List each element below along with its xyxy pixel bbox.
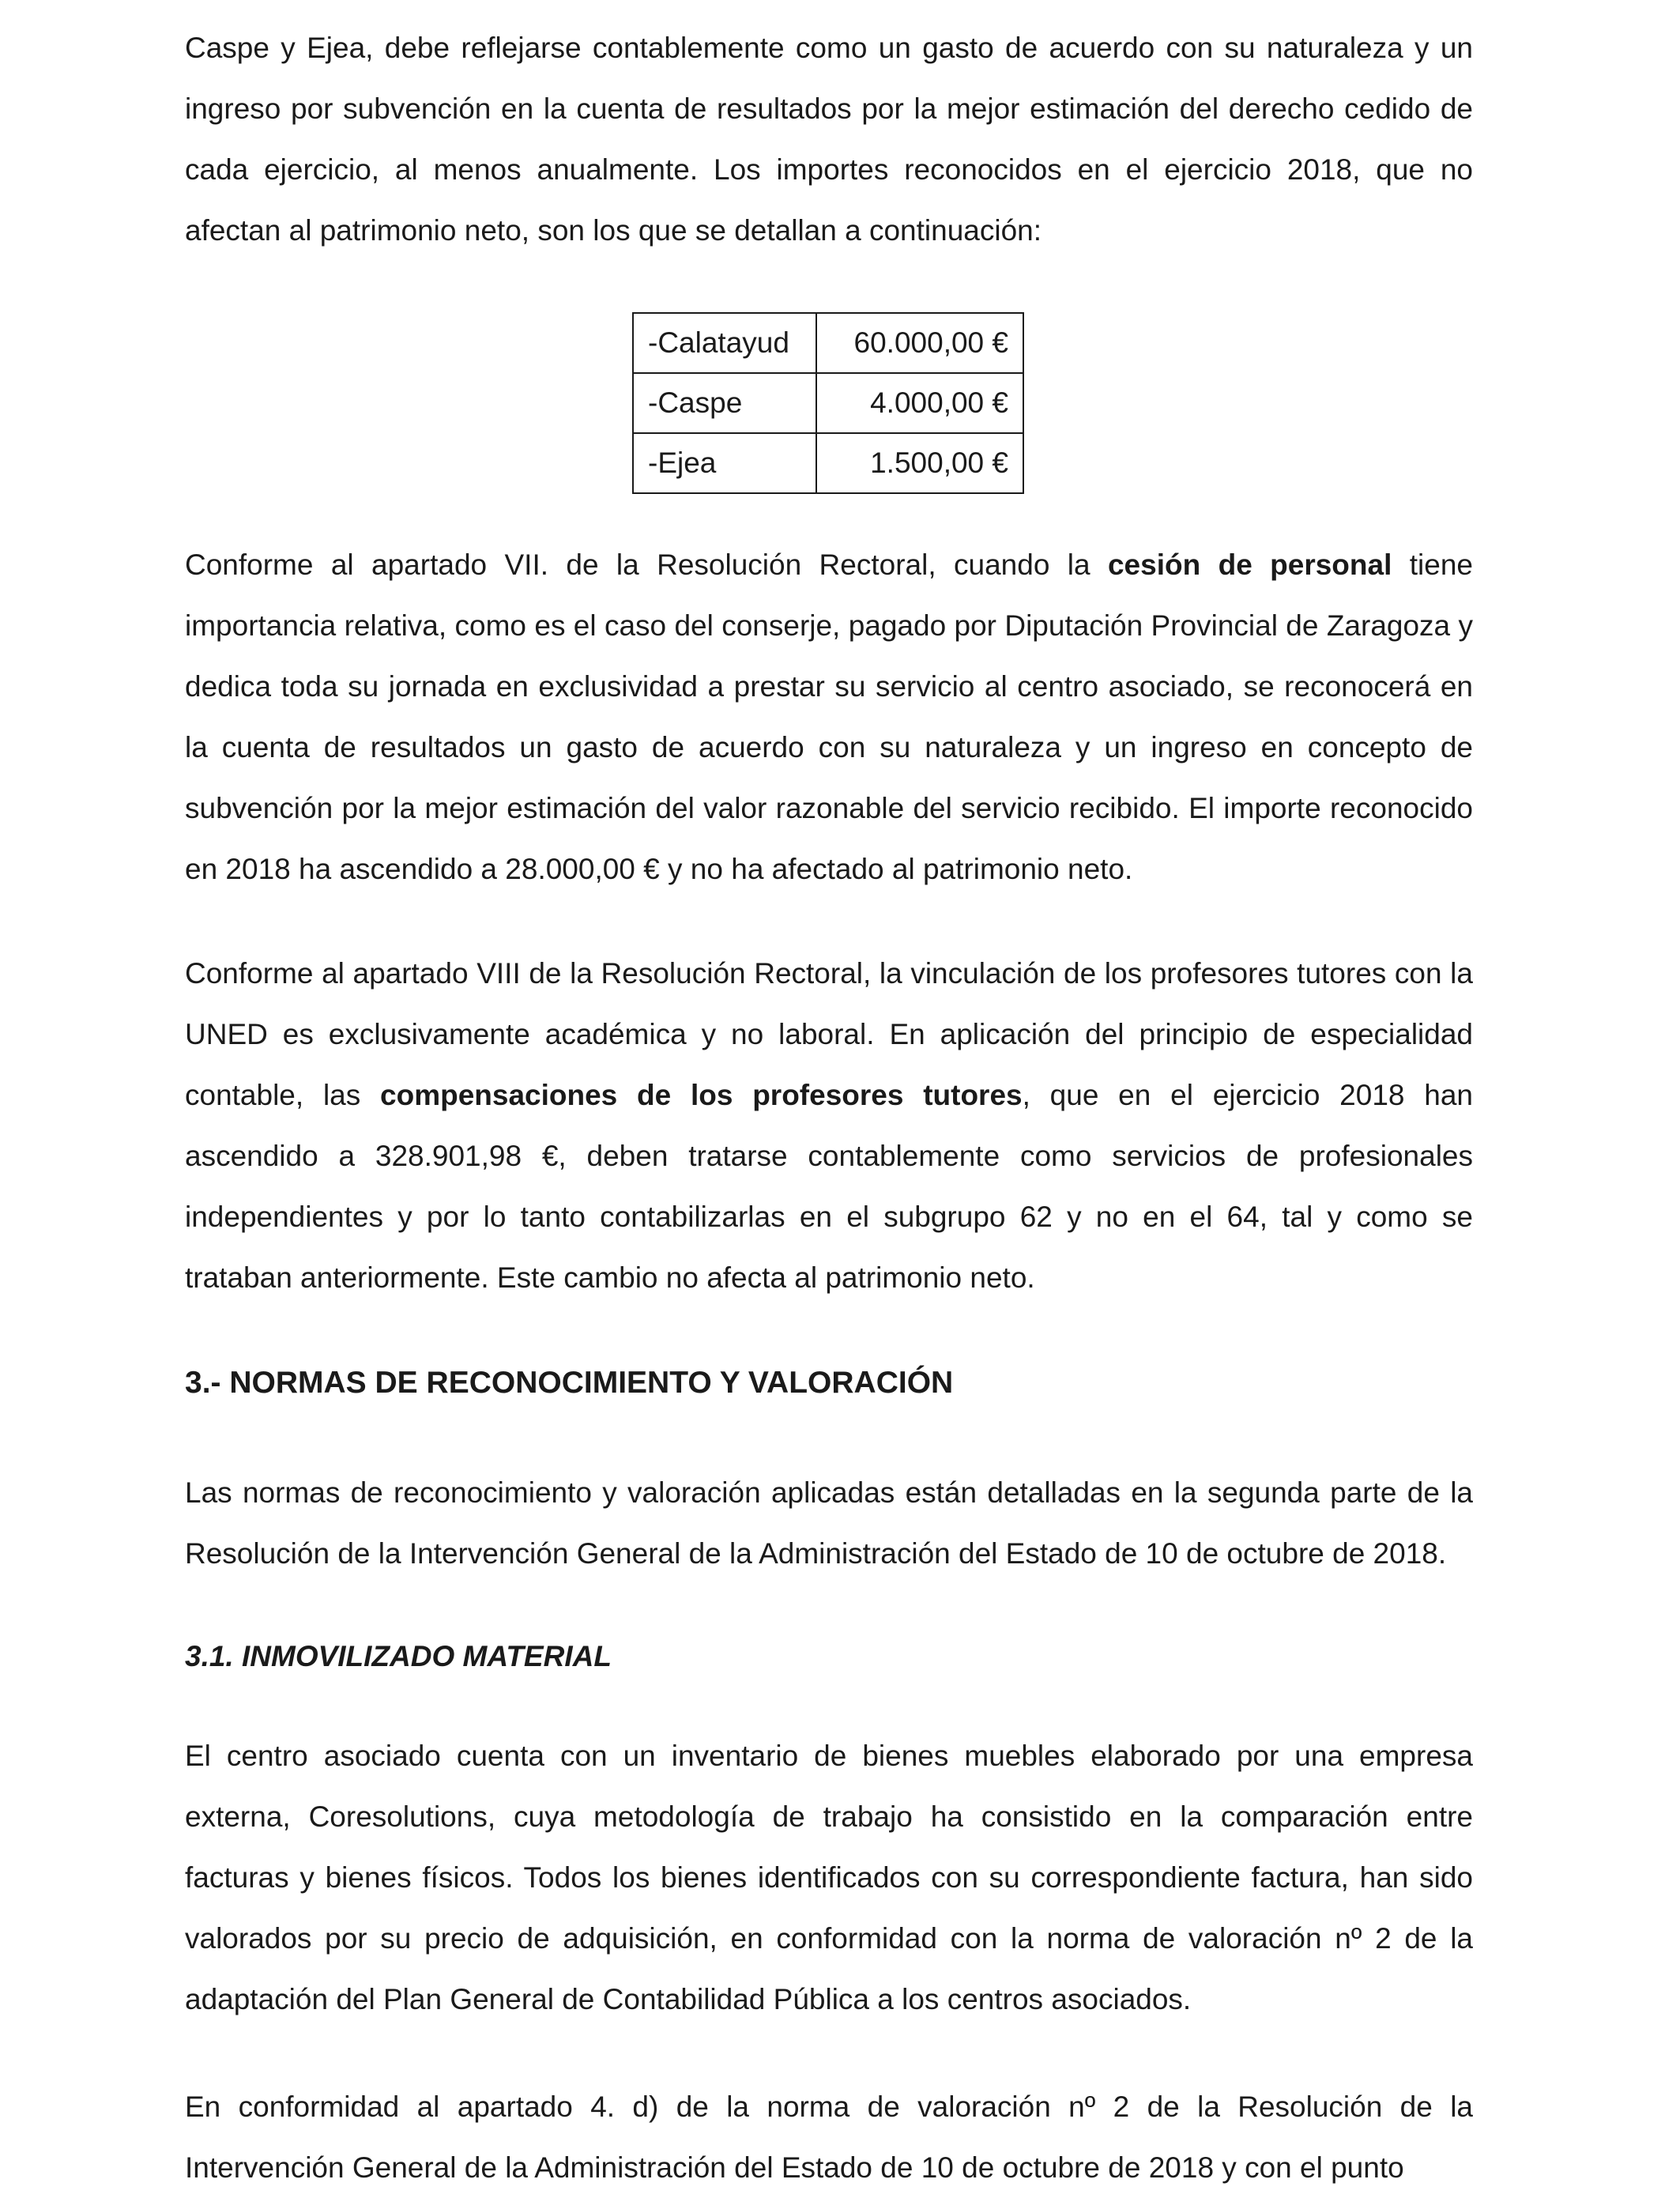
- table-row: [633, 313, 1023, 373]
- table-cell-amount: 1.500,00 €: [816, 433, 1023, 493]
- bold-term-compensaciones: compensaciones de los profesores tutores: [380, 1079, 1023, 1111]
- paragraph-subsidy-recognition: Caspe y Ejea, debe reflejarse contablemente como un gasto de acuerdo con su naturaleza y un ingreso por subvención en la cuenta de resultados por la mejor estimación del derecho cedido de cada ejercicio, al menos anualmente. Los importes reconocidos en el ejercicio 2018, que no afectan al patrimonio neto, son los que se detallan a continuación:: [185, 32, 1473, 247]
- paragraph-text: Conforme al apartado VII. de la Resolución Rectoral, cuando la: [185, 549, 1108, 581]
- paragraph-inventory: El centro asociado cuenta con un inventario de bienes muebles elaborado por una empresa externa, Coresolutions, cuya metodología de trabajo ha consistido en la comparación entre facturas y bienes físicos. Todos los bienes identificados con su correspondiente factura, han sido valorados por su precio de adquisición, en conformidad con la norma de valoración nº 2 de la adaptación del Plan General de Contabilidad Pública a los centros asociados.: [185, 1740, 1473, 2015]
- section-heading-3: 3.- NORMAS DE RECONOCIMIENTO Y VALORACIÓN: [185, 1366, 954, 1400]
- paragraph-text: tiene importancia relativa, como es el caso del conserje, pagado por Diputación Provincial de Zaragoza y dedica toda su jornada en exclusividad a prestar su servicio al centro asociado, se reconocerá en la cuenta de resultados un gasto de acuerdo con su naturaleza y un ingreso en concepto de subvención por la mejor estimación del valor razonable del servicio recibido. El importe reconocido en 2018 ha ascendido a 28.000,00 € y no ha afectado al patrimonio neto.: [185, 549, 1473, 885]
- paragraph-norms: Las normas de reconocimiento y valoración aplicadas están detalladas en la segunda parte de la Resolución de la Intervención General de la Administración del Estado de 10 de octubre de 2018.: [185, 1476, 1473, 1570]
- amounts-table: [632, 312, 1024, 494]
- table-cell-location: -Calatayud: [633, 313, 816, 373]
- paragraph-conformity: En conformidad al apartado 4. d) de la norma de valoración nº 2 de la Resolución de la Intervención General de la Administración del Estado de 10 de octubre de 2018 y con el punto: [185, 2091, 1473, 2184]
- table-cell-location: -Caspe: [633, 373, 816, 433]
- section-heading-3-1: 3.1. INMOVILIZADO MATERIAL: [185, 1640, 612, 1672]
- bold-term-cesion-personal: cesión de personal: [1107, 549, 1392, 581]
- table-cell-amount: 60.000,00 €: [816, 313, 1023, 373]
- paragraph-text: , que en el ejercicio 2018 han ascendido a 328.901,98 €, deben tratarse contablemente como servicios de profesionales independientes y por lo tanto contabilizarlas en el subgrupo 62 y no en el 64, tal y como se trataban anteriormente. Este cambio no afecta al patrimonio neto.: [185, 1079, 1473, 1294]
- table-row: [633, 433, 1023, 493]
- amounts-table-container: [632, 312, 1024, 494]
- table-cell-amount: 4.000,00 €: [816, 373, 1023, 433]
- table-row: [633, 373, 1023, 433]
- paragraph-personnel-cession: [185, 534, 1473, 899]
- paragraph-tutor-compensation: [185, 943, 1473, 1308]
- table-cell-location: -Ejea: [633, 433, 816, 493]
- paragraph-text: Conforme al apartado VIII de la Resolución Rectoral, la vinculación de los profesores tutores con la UNED es exclusivamente académica y no laboral. En aplicación del principio de especialidad contable, las: [185, 957, 1473, 1111]
